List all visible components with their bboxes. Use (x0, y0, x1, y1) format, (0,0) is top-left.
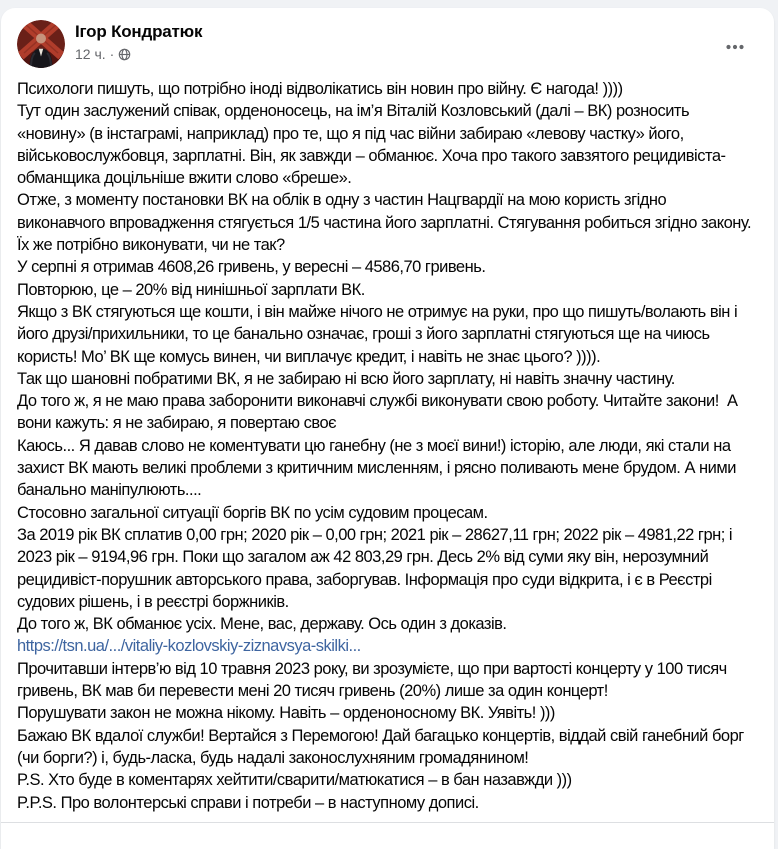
post-paragraph: P.S. Хто буде в коментарях хейтити/сварити/матюкатися – в бан назавжди ))) (17, 771, 572, 790)
post-body (1, 74, 774, 814)
post-card (1, 8, 774, 849)
post-paragraph: До того ж, я не маю права заборонити виконавчі службі виконувати свою роботу. Читайте закони! А вони кажуть: я не забираю, я повертаю своє (17, 392, 742, 433)
post-header-info (75, 21, 202, 62)
post-paragraph: Прочитавши інтерв’ю від 10 травня 2023 року, ви зрозумієте, що при вартості концерту у 100 тисяч гривень, ВК мав би перевести мені 20 тисяч гривень (20%) лише за один концерт! (17, 659, 731, 701)
post-paragraph: Психологи пишуть, що потрібно іноді відволікатись він новин про війну. Є нагода! )))) (17, 80, 623, 98)
post-timestamp[interactable]: 12 ч. (75, 46, 106, 62)
post-paragraph: У серпні я отримав 4608,26 гривень, у вересні – 4586,70 гривень. (17, 258, 486, 277)
post-paragraph: Бажаю ВК вдалої служби! Вертайся з Перемогою! Дай багацько концертів, віддай свій ганебний борг (чи борги?) і, будь-ласка, будь надалі законослухняним громадянином! (17, 726, 748, 767)
post-paragraph: Повторюю, це – 20% від нинішньої зарплати ВК. (17, 280, 365, 299)
post-footer-divider (1, 822, 774, 823)
post-link[interactable]: https://tsn.ua/.../vitaliy-kozlovskiy-ziznavsya-skilki... (17, 637, 361, 656)
post-paragraph: Отже, з моменту постановки ВК на облік в одну з частин Нацгвардії на мою користь згідно виконавчого впровадження стягується 1/5 частина його зарплатні. Стягування робиться згідно закону. Їх же потрібно виконувати, чи не так? (17, 191, 756, 255)
post-paragraph: За 2019 рік ВК сплатив 0,00 грн; 2020 рік – 0,00 грн; 2021 рік – 28627,11 грн; 2022 рік – 4981,22 грн; і 2023 рік – 9194,96 грн. Поки що загалом аж 42 803,29 грн. Десь 2% від суми яку він, нерозумний рецидивіст-порушник авторського права, заборгував. Інформація про суди відкрита, і є в Реєстрі судових рішень, і в реєстрі боржників. (17, 525, 737, 611)
meta-separator: · (109, 46, 115, 62)
post-paragraph: Порушувати закон не можна нікому. Навіть – орденоносному ВК. Уявіть! ))) (17, 704, 555, 723)
post-line (17, 635, 758, 657)
post-paragraph: Якщо з ВК стягуються ще кошти, і він майже нічого не отримує на руки, про що пишуть/волають він і його друзі/прихильники, то це банально означає, гроші з його зарплатні стягуються ще на чиюсь користь! Мо’ ВК ще комусь винен, чи виплачує кредит, і навіть не знає цього? )))). (17, 302, 742, 366)
post-header (1, 8, 774, 74)
post-paragraph: До того ж, ВК обманює усіх. Мене, вас, державу. Ось один з доказів. (17, 615, 507, 634)
post-meta-row (75, 46, 202, 62)
globe-icon (118, 48, 131, 61)
post-paragraph: Стосовно загальної ситуації боргів ВК по усім судовим процесам. (17, 503, 488, 522)
post-paragraph: Так що шановні побратими ВК, я не забираю ні всю його зарплату, ні навіть значну частину. (17, 369, 675, 388)
ellipsis-icon (724, 36, 746, 58)
post-paragraph: Каюсь... Я давав слово не коментувати цю ганебну (не з моєї вини!) історію, але люди, які стали на захист ВК мають великі проблеми з критичним мисленням, і рясно поливають мене брудом. А ними банально маніпулюють.... (17, 436, 741, 500)
profile-avatar[interactable] (17, 20, 65, 68)
avatar-photo-icon (17, 20, 65, 68)
post-paragraph: Тут один заслужений співак, орденоносець, на ім’я Віталій Козловський (далі – ВК) розносить «новину» (в інстаграмі, наприклад) про те, що я під час війни забираю «левову частку» його, військовослужбовця, зарплатні. Він, як завжди – обманює. Хоча про такого завзятого рецидивіста-обманщика доцільніше вжити слово «бреше». (17, 102, 726, 188)
post-menu-button[interactable] (718, 30, 752, 64)
author-name-link[interactable]: Ігор Кондратюк (75, 22, 203, 41)
post-paragraph: P.P.S. Про волонтерські справи і потреби – в наступному дописі. (17, 793, 479, 812)
